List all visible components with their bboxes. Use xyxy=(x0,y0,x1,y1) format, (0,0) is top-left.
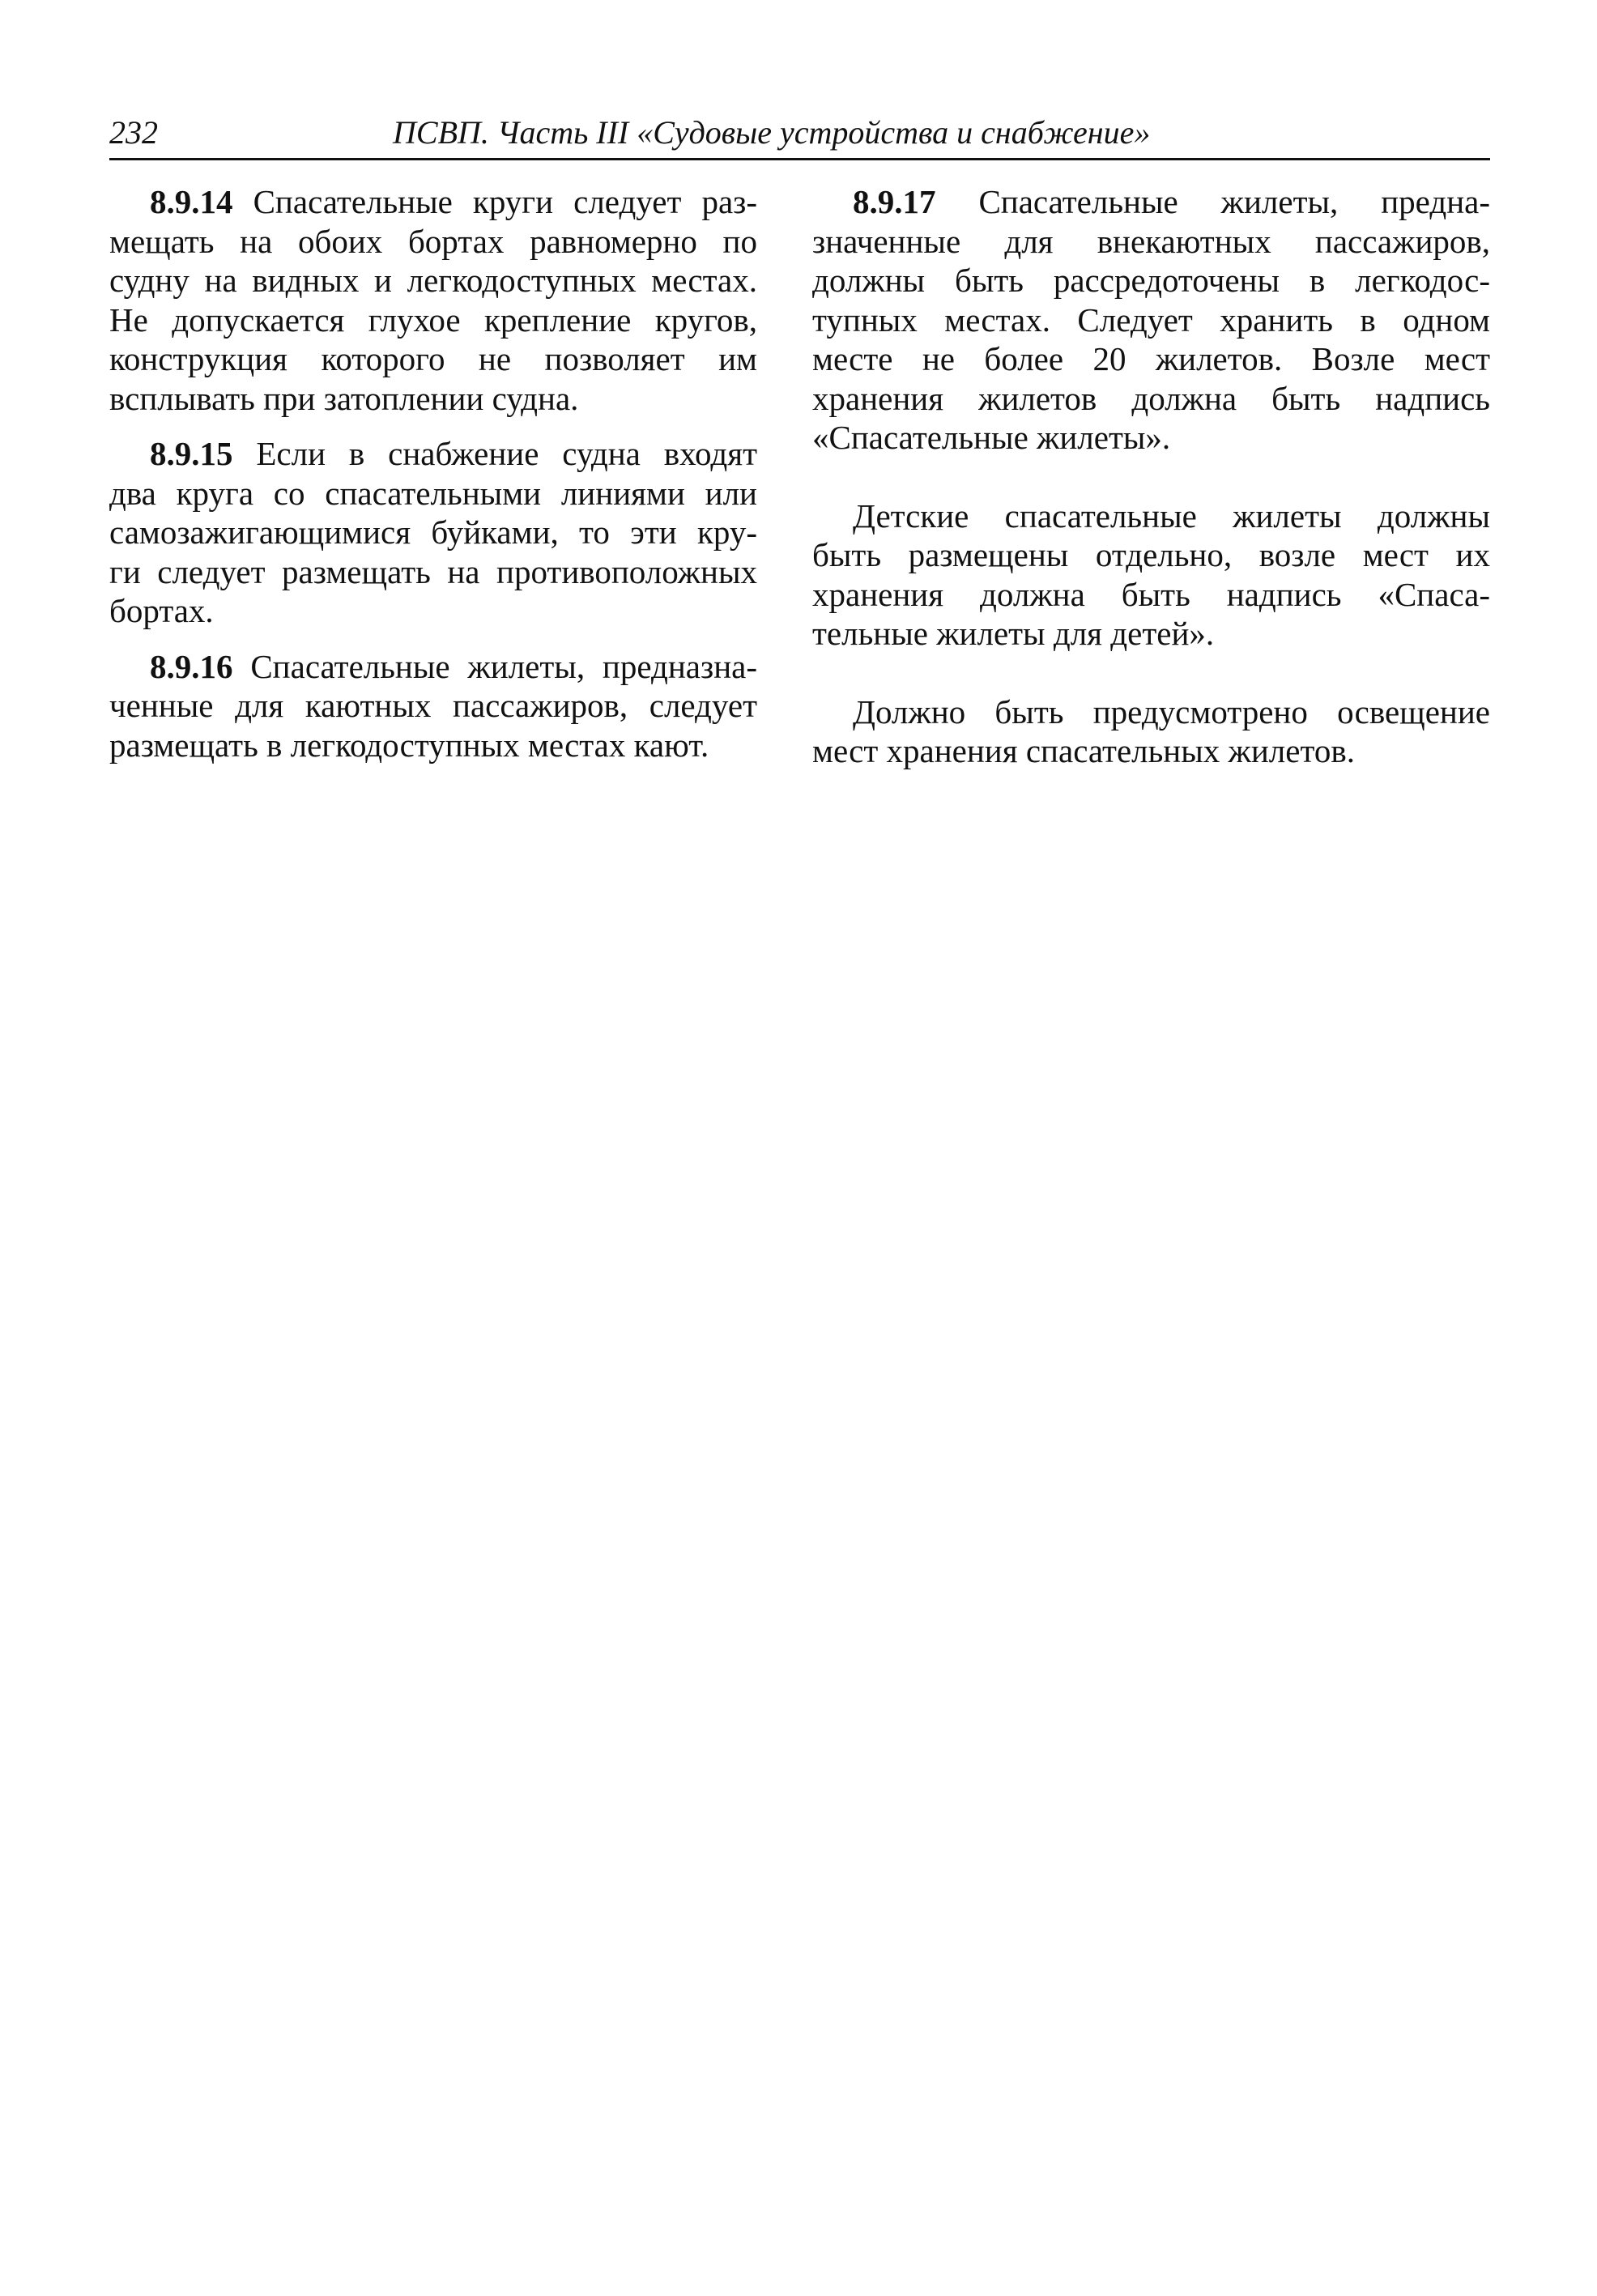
text-line: хранения должна быть надпись «Спаса- xyxy=(812,575,1490,613)
clause-number: 8.9.17 xyxy=(853,183,936,220)
clause-number: 8.9.15 xyxy=(150,435,233,472)
header-rule xyxy=(109,158,1490,160)
line-text: Спасательные жилеты, предна- xyxy=(978,183,1490,220)
text-line xyxy=(109,434,757,474)
text-line: должны быть рассредоточены в легкодос- xyxy=(812,262,1490,299)
clause-number: 8.9.16 xyxy=(150,647,233,685)
page-number: 232 xyxy=(109,114,158,151)
text-line: Не допускается глухое крепление кругов, xyxy=(109,300,757,339)
paragraph-8-9-16 xyxy=(109,647,757,765)
running-title: ПСВП. Часть III «Судовые устройства и снабжение» xyxy=(393,114,1151,151)
text-line: мещать на обоих бортах равномерно по xyxy=(109,222,757,260)
text-line xyxy=(109,182,757,222)
right-column xyxy=(812,182,1490,771)
text-line: месте не более 20 жилетов. Возле мест xyxy=(812,340,1490,377)
line-text: Если в снабжение судна входят xyxy=(256,435,757,472)
line-text: Спасательные жилеты, предназна- xyxy=(250,647,757,685)
text-line: хранения жилетов должна быть надпись xyxy=(812,379,1490,417)
text-line: тупных местах. Следует хранить в одном xyxy=(812,300,1490,339)
paragraph-lighting xyxy=(812,692,1490,771)
text-line: бортах. xyxy=(109,592,214,629)
clause-number: 8.9.14 xyxy=(150,183,233,220)
text-line: судну на видных и легкодоступных местах. xyxy=(109,262,757,299)
text-line: быть размещены отдельно, возле мест их xyxy=(812,536,1490,573)
text-line: размещать в легкодоступных местах кают. xyxy=(109,726,709,764)
text-line: Детские спасательные жилеты должны xyxy=(853,496,1490,535)
paragraph-8-9-14 xyxy=(109,182,757,418)
text-line: ченные для каютных пассажиров, следует xyxy=(109,687,757,724)
text-line: «Спасательные жилеты». xyxy=(812,419,1171,456)
text-line: тельные жилеты для детей». xyxy=(812,615,1215,652)
text-line: самозажигающимися буйками, то эти кру- xyxy=(109,513,757,551)
text-line xyxy=(812,182,1490,222)
left-column xyxy=(109,182,757,765)
paragraph-children-vests xyxy=(812,496,1490,654)
paragraph-8-9-15 xyxy=(109,434,757,631)
page-header xyxy=(109,112,1490,154)
text-line: всплывать при затоплении судна. xyxy=(109,379,579,417)
text-line xyxy=(109,647,757,687)
line-text: Спасательные круги следует раз- xyxy=(253,183,758,220)
text-line: значенные для внекаютных пассажиров, xyxy=(812,222,1490,260)
text-line: Должно быть предусмотрено освещение xyxy=(853,692,1490,731)
paragraph-8-9-17 xyxy=(812,182,1490,458)
text-line: мест хранения спасательных жилетов. xyxy=(812,732,1355,769)
text-line: два круга со спасательными линиями или xyxy=(109,474,757,512)
text-line: конструкция которого не позволяет им xyxy=(109,340,757,377)
text-line: ги следует размещать на противоположных xyxy=(109,552,757,590)
